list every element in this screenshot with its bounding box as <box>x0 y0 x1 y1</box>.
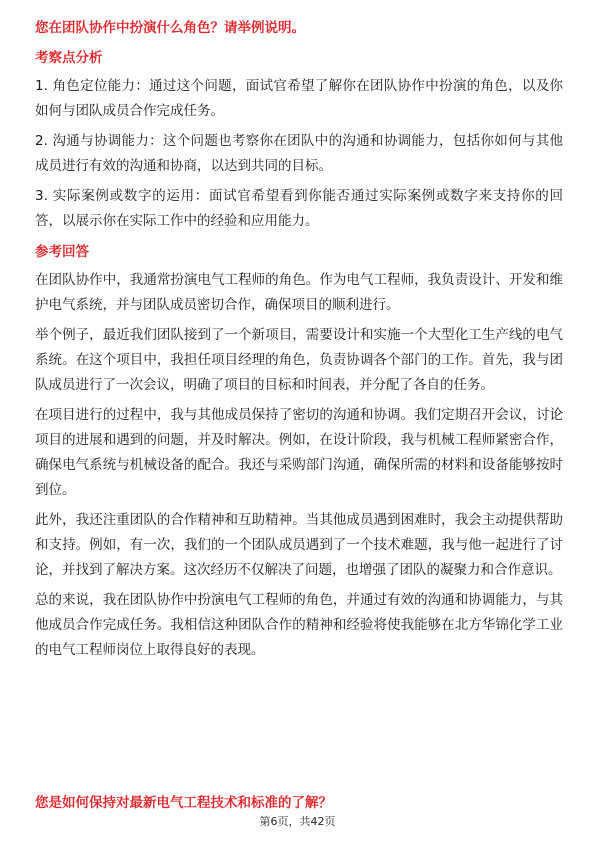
answer-paragraph: 在项目进行的过程中，我与其他成员保持了密切的沟通和协调。我们定期召开会议，讨论项目的进展和遇到的问题，并及时解决。例如，在设计阶段，我与机械工程师紧密合作，确保电气系统与机械设备的配合。我还与采购部门沟通，确保所需的材料和设备能够按时到位。 <box>35 407 563 498</box>
document-page <box>35 18 563 668</box>
analysis-item: 3. 实际案例或数字的运用：面试官希望看到你能否通过实际案例或数字来支持你的回答，以展示你在实际工作中的经验和应用能力。 <box>35 188 563 229</box>
answer-paragraph: 举个例子，最近我们团队接到了一个新项目，需要设计和实施一个大型化工生产线的电气系统。在这个项目中，我担任项目经理的角色，负责协调各个部门的工作。首先，我与团队成员进行了一次会议，明确了项目的目标和时间表，并分配了各自的任务。 <box>35 327 563 393</box>
analysis-heading: 考察点分析 <box>35 50 103 66</box>
page-footer: 第6页，共42页 <box>259 815 336 828</box>
analysis-item: 2. 沟通与协调能力：这个问题也考察你在团队中的沟通和协调能力，包括你如何与其他成员进行有效的沟通和协商，以达到共同的目标。 <box>35 133 563 174</box>
answer-paragraph: 总的来说，我在团队协作中扮演电气工程师的角色，并通过有效的沟通和协调能力，与其他成员合作完成任务。我相信这种团队合作的精神和经验将使我能够在北方华锦化学工业的电气工程师岗位上取得良好的表现。 <box>35 592 563 658</box>
answer-section <box>35 242 563 663</box>
answer-paragraph: 在团队协作中，我通常扮演电气工程师的角色。作为电气工程师，我负责设计、开发和维护电气系统，并与团队成员密切合作，确保项目的顺利进行。 <box>35 272 563 313</box>
analysis-section <box>35 48 563 234</box>
analysis-item: 1. 角色定位能力：通过这个问题，面试官希望了解你在团队协作中扮演的角色，以及你如何与团队成员合作完成任务。 <box>35 78 563 119</box>
question-title: 您在团队协作中扮演什么角色？请举例说明。 <box>35 20 305 36</box>
next-question-title: 您是如何保持对最新电气工程技术和标准的了解？ <box>35 795 332 811</box>
answer-paragraph: 此外，我还注重团队的合作精神和互助精神。当其他成员遇到困难时，我会主动提供帮助和支持。例如，有一次，我们的一个团队成员遇到了一个技术难题，我与他一起进行了讨论，并找到了解决方案。这次经历不仅解决了问题，也增强了团队的凝聚力和合作意识。 <box>35 512 563 578</box>
answer-heading: 参考回答 <box>35 244 89 260</box>
